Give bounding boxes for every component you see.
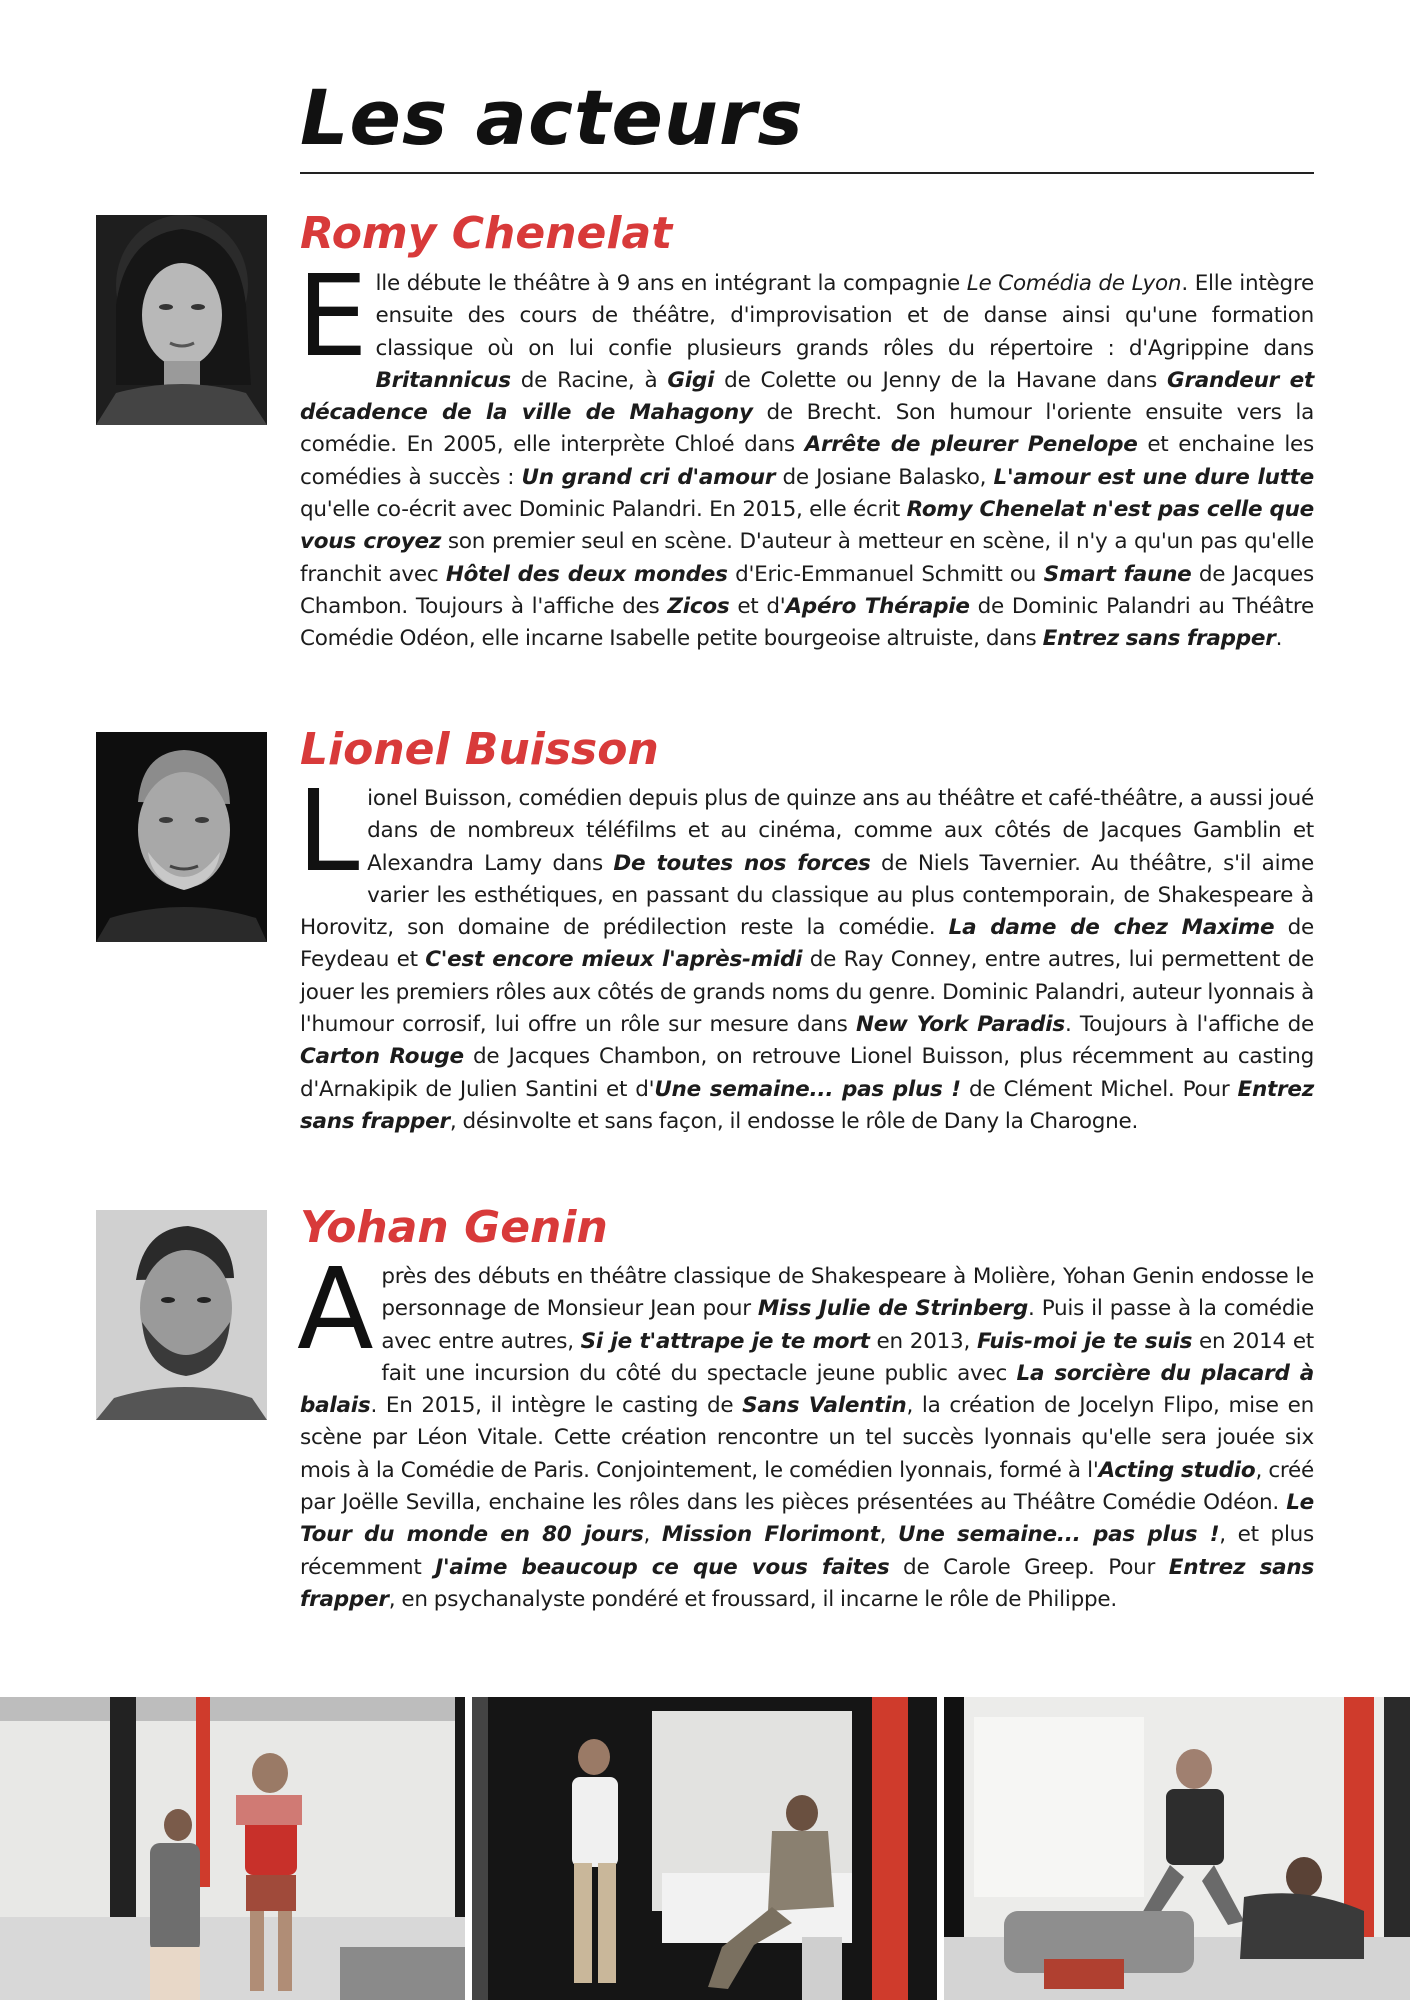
page-title: Les acteurs xyxy=(300,73,804,162)
work-title: Une semaine... pas plus ! xyxy=(654,1076,961,1102)
bio-text: de Clément Michel. Pour xyxy=(960,1076,1238,1102)
bio-text: près des débuts en théâtre classique de Shakespeare à Molière, Yohan Genin endosse le personnage de Monsieur Jean pour xyxy=(381,1264,1314,1322)
actor-portrait xyxy=(96,215,267,425)
work-title: Arrête de pleurer Penelope xyxy=(804,432,1138,458)
actor-bio xyxy=(297,767,1315,1138)
work-title: Une semaine... pas plus ! xyxy=(898,1522,1220,1548)
bio-text: en 2013, xyxy=(869,1328,977,1354)
actor-name: Lionel Buisson xyxy=(300,724,659,775)
stage-photo xyxy=(944,1697,1410,2000)
bio-text: son premier seul en scène. D'auteur à metteur en scène, il n'y a qu'un pas qu'elle franchit avec xyxy=(300,529,1314,587)
bio-text: de Carole Greep. Pour xyxy=(889,1554,1169,1580)
bio-text: , xyxy=(879,1522,899,1548)
work-title: Entrez sans frapper xyxy=(300,1554,1314,1612)
work-title: Carton Rouge xyxy=(300,1044,464,1070)
bio-text: qu'elle co-écrit avec Dominic Palandri. En 2015, elle écrit xyxy=(300,497,907,523)
work-title: Hôtel des deux mondes xyxy=(445,561,728,587)
bio-text: de Dominic Palandri au Théâtre Comédie Odéon, elle incarne Isabelle petite bourgeoise altruiste, dans xyxy=(300,593,1314,652)
bio-text: lle débute le théâtre à 9 ans en intégrant la compagnie xyxy=(375,271,967,296)
work-title: J'aime beaucoup ce que vous faites xyxy=(435,1554,890,1580)
actor-portrait xyxy=(96,1210,267,1420)
drop-cap: A xyxy=(297,1245,374,1375)
bio-text: de Jacques Chambon, on retrouve Lionel Buisson, plus récemment au casting d'Arnakipik de Julien Santini et d' xyxy=(300,1044,1314,1102)
work-title: Miss Julie de Strinberg xyxy=(757,1296,1029,1322)
work-title: Smart faune xyxy=(1043,561,1192,587)
work-title: Acting studio xyxy=(1098,1457,1256,1483)
bio-text: de Josiane Balasko, xyxy=(775,464,994,490)
work-title: Gigi xyxy=(667,367,715,393)
bio-text: d'Eric-Emmanuel Schmitt ou xyxy=(727,561,1044,587)
work-title: Mission Florimont xyxy=(661,1522,880,1548)
bio-text: . Elle intègre ensuite des cours de théâtre, d'improvisation et de danse ainsi qu'une formation classique où on lui confie plusieurs grands rôles du répertoire : d'Agrippine dans xyxy=(375,271,1314,361)
work-title: Un grand cri d'amour xyxy=(521,464,776,490)
bio-text: de Feydeau et xyxy=(300,915,1314,973)
stage-photo xyxy=(472,1697,937,2000)
bio-text: , xyxy=(643,1522,662,1548)
work-title: C'est encore mieux l'après-midi xyxy=(425,947,803,973)
bio-text: , créé par Joëlle Sevilla, enchaine les rôles dans les pièces présentées au Théâtre Comédie Odéon. xyxy=(300,1457,1314,1516)
bio-text: de Colette ou Jenny de la Havane dans xyxy=(714,367,1168,393)
work-title: Britannicus xyxy=(375,367,511,393)
bio-text: en 2014 et fait une incursion du côté du spectacle jeune public avec xyxy=(381,1328,1314,1386)
work-title: La dame de chez Maxime xyxy=(948,915,1275,941)
bio-text: de Ray Conney, entre autres, lui permettent de jouer les premiers rôles aux côtés de grands noms du genre. Dominic Palandri, auteur lyonnais à l'humour corrosif, lui offre un rôle sur mesure dans xyxy=(300,947,1314,1038)
bio-text: . Puis il passe à la comédie avec entre autres, xyxy=(381,1296,1314,1354)
work-title: Zicos xyxy=(667,593,730,619)
work-title: Romy Chenelat n'est pas celle que vous croyez xyxy=(300,497,1314,555)
bio-text: . En 2015, il intègre le casting de xyxy=(370,1393,743,1419)
bio-text: , la création de Jocelyn Flipo, mise en scène par Léon Vitale. Cette création rencontre un tel succès lyonnais qu'elle sera jouée six mois à la Comédie de Paris. Conjointement, le comédien lyonnais, formé à l' xyxy=(300,1393,1314,1483)
actor-portrait xyxy=(96,732,267,942)
work-title: Si je t'attrape je te mort xyxy=(580,1328,870,1354)
actor-bio xyxy=(297,1245,1314,1616)
bio-text: et enchaine les comédies à succès : xyxy=(300,432,1314,490)
title-divider xyxy=(300,172,1314,174)
work-title: Entrez sans frapper xyxy=(1042,626,1276,652)
work-title: Fuis-moi je te suis xyxy=(976,1328,1193,1354)
bio-text: et d' xyxy=(729,593,786,619)
actor-name: Romy Chenelat xyxy=(300,208,673,259)
bio-text: , en psychanalyste pondéré et froussard, il incarne le rôle de Philippe. xyxy=(388,1586,1117,1612)
company-name: Le Comédia de Lyon xyxy=(966,271,1182,296)
stage-photo xyxy=(0,1697,465,2000)
bio-text: de Niels Tavernier. Au théâtre, s'il aime varier les esthétiques, en passant du classique au plus contemporain, de Shakespeare à Horovitz, son domaine de prédilection reste la comédie. xyxy=(300,850,1314,941)
bio-text: ionel Buisson, comédien depuis plus de quinze ans au théâtre et café-théâtre, a aussi joué dans de nombreux téléfilms et au cinéma, comme aux côtés de Jacques Gamblin et Alexandra Lamy dans xyxy=(367,786,1314,876)
work-title: De toutes nos forces xyxy=(613,850,871,876)
work-title: New York Paradis xyxy=(855,1012,1065,1038)
drop-cap: E xyxy=(297,252,368,382)
bio-text: de Jacques Chambon. Toujours à l'affiche des xyxy=(300,561,1314,619)
bio-text: de Brecht. Son humour l'oriente ensuite vers la comédie. En 2005, elle interprète Chloé dans xyxy=(300,400,1314,458)
work-title: Le Tour du monde en 80 jours xyxy=(300,1490,1314,1548)
work-title: Sans Valentin xyxy=(742,1393,907,1419)
actor-bio xyxy=(297,252,1315,656)
work-title: L'amour est une dure lutte xyxy=(993,464,1315,490)
bio-text: . xyxy=(1275,626,1283,652)
drop-cap: L xyxy=(297,767,360,897)
work-title: Entrez sans frapper xyxy=(300,1076,1315,1134)
work-title: Grandeur et décadence de la ville de Mahagony xyxy=(300,367,1314,426)
bio-text: de Racine, à xyxy=(510,367,668,393)
bio-text: , désinvolte et sans façon, il endosse le rôle de Dany la Charogne. xyxy=(449,1108,1139,1134)
work-title: La sorcière du placard à balais xyxy=(300,1360,1314,1419)
work-title: Apéro Thérapie xyxy=(785,593,970,619)
bio-text: . Toujours à l'affiche de xyxy=(1064,1012,1314,1038)
actor-name: Yohan Genin xyxy=(300,1202,608,1253)
bio-text: , et plus récemment xyxy=(300,1522,1314,1580)
